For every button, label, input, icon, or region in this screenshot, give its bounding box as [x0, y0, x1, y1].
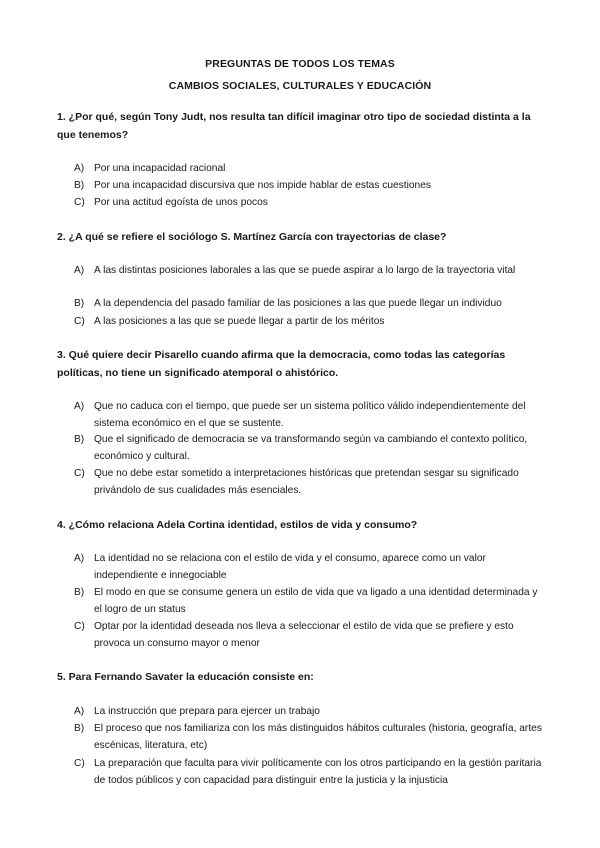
- option-text: La instrucción que prepara para ejercer un trabajo: [94, 706, 320, 717]
- option-letter: A): [74, 706, 85, 717]
- question-1-option-c: [74, 194, 544, 211]
- option-text: Que no debe estar sometido a interpretaciones históricas que pretendan sesgar su significado privándolo de sus cualidades más esenciales.: [94, 468, 519, 496]
- option-text: Por una incapacidad discursiva que nos impide hablar de estas cuestiones: [94, 180, 431, 191]
- option-text: Por una actitud egoísta de unos pocos: [94, 197, 268, 208]
- option-text: A las posiciones a las que se puede llegar a partir de los méritos: [94, 316, 385, 327]
- option-text: Optar por la identidad deseada nos lleva a seleccionar el estilo de vida que se prefiere y esto provoca un consumo mayor o menor: [94, 621, 514, 649]
- question-1: 1. ¿Por qué, según Tony Judt, nos resulta tan difícil imaginar otro tipo de sociedad distinta a la que tenemos?: [57, 111, 531, 141]
- question-3-option-b: [74, 431, 544, 465]
- question-4-option-b: [74, 584, 544, 618]
- question-2-option-a: [74, 262, 544, 279]
- option-text: La preparación que faculta para vivir políticamente con los otros participando en la gestión paritaria de todos públicos y con capacidad para distinguir entre la justicia y la injusticia: [94, 758, 542, 786]
- question-4-option-c: [74, 618, 544, 652]
- question-3: 3. Qué quiere decir Pisarello cuando afirma que la democracia, como todas las categorías políticas, no tiene un significado atemporal o ahistórico.: [57, 349, 506, 379]
- option-letter: B): [74, 180, 85, 191]
- option-text: Por una incapacidad racional: [94, 163, 226, 174]
- option-text: El proceso que nos familiariza con los más distinguidos hábitos culturales (historia, geografía, artes escénicas, literatura, etc): [94, 723, 542, 751]
- option-letter: C): [74, 468, 85, 479]
- question-5-option-a: [74, 703, 544, 720]
- option-letter: B): [74, 434, 85, 445]
- option-text: A la dependencia del pasado familiar de las posiciones a las que puede llegar un individuo: [94, 298, 502, 309]
- option-text: A las distintas posiciones laborales a las que se puede aspirar a lo largo de la trayectoria vital: [94, 265, 516, 276]
- question-5-option-c: [74, 755, 544, 789]
- question-1-option-a: [74, 160, 544, 177]
- option-letter: B): [74, 587, 85, 598]
- question-3-option-a: [74, 398, 544, 432]
- option-letter: C): [74, 316, 85, 327]
- option-letter: C): [74, 758, 85, 769]
- question-2-option-b: [74, 295, 544, 312]
- option-letter: A): [74, 265, 85, 276]
- option-letter: C): [74, 621, 85, 632]
- question-2: 2. ¿A qué se refiere el sociólogo S. Martínez García con trayectorias de clase?: [57, 231, 447, 243]
- question-4: 4. ¿Cómo relaciona Adela Cortina identidad, estilos de vida y consumo?: [57, 519, 418, 531]
- option-text: El modo en que se consume genera un estilo de vida que va ligado a una identidad determinada y el logro de un status: [94, 587, 538, 615]
- page-subtitle: CAMBIOS SOCIALES, CULTURALES Y EDUCACIÓN: [168, 80, 432, 92]
- option-letter: A): [74, 553, 85, 564]
- option-letter: B): [74, 298, 85, 309]
- option-text: Que no caduca con el tiempo, que puede ser un sistema político válido independientemente del sistema económico en el que se sustente.: [94, 401, 526, 429]
- option-letter: A): [74, 163, 85, 174]
- option-text: La identidad no se relaciona con el estilo de vida y el consumo, aparece como un valor independiente e innegociable: [94, 553, 486, 581]
- question-5: 5. Para Fernando Savater la educación consiste en:: [57, 671, 314, 683]
- option-letter: A): [74, 401, 85, 412]
- question-3-option-c: [74, 465, 544, 499]
- option-letter: B): [74, 723, 85, 734]
- question-4-option-a: [74, 550, 544, 584]
- question-1-option-b: [74, 177, 544, 194]
- page-title: PREGUNTAS DE TODOS LOS TEMAS: [205, 58, 395, 70]
- question-2-option-c: [74, 313, 544, 330]
- option-letter: C): [74, 197, 85, 208]
- question-5-option-b: [74, 720, 544, 754]
- option-text: Que el significado de democracia se va transformando según va cambiando el contexto político, económico y cultural.: [94, 434, 528, 462]
